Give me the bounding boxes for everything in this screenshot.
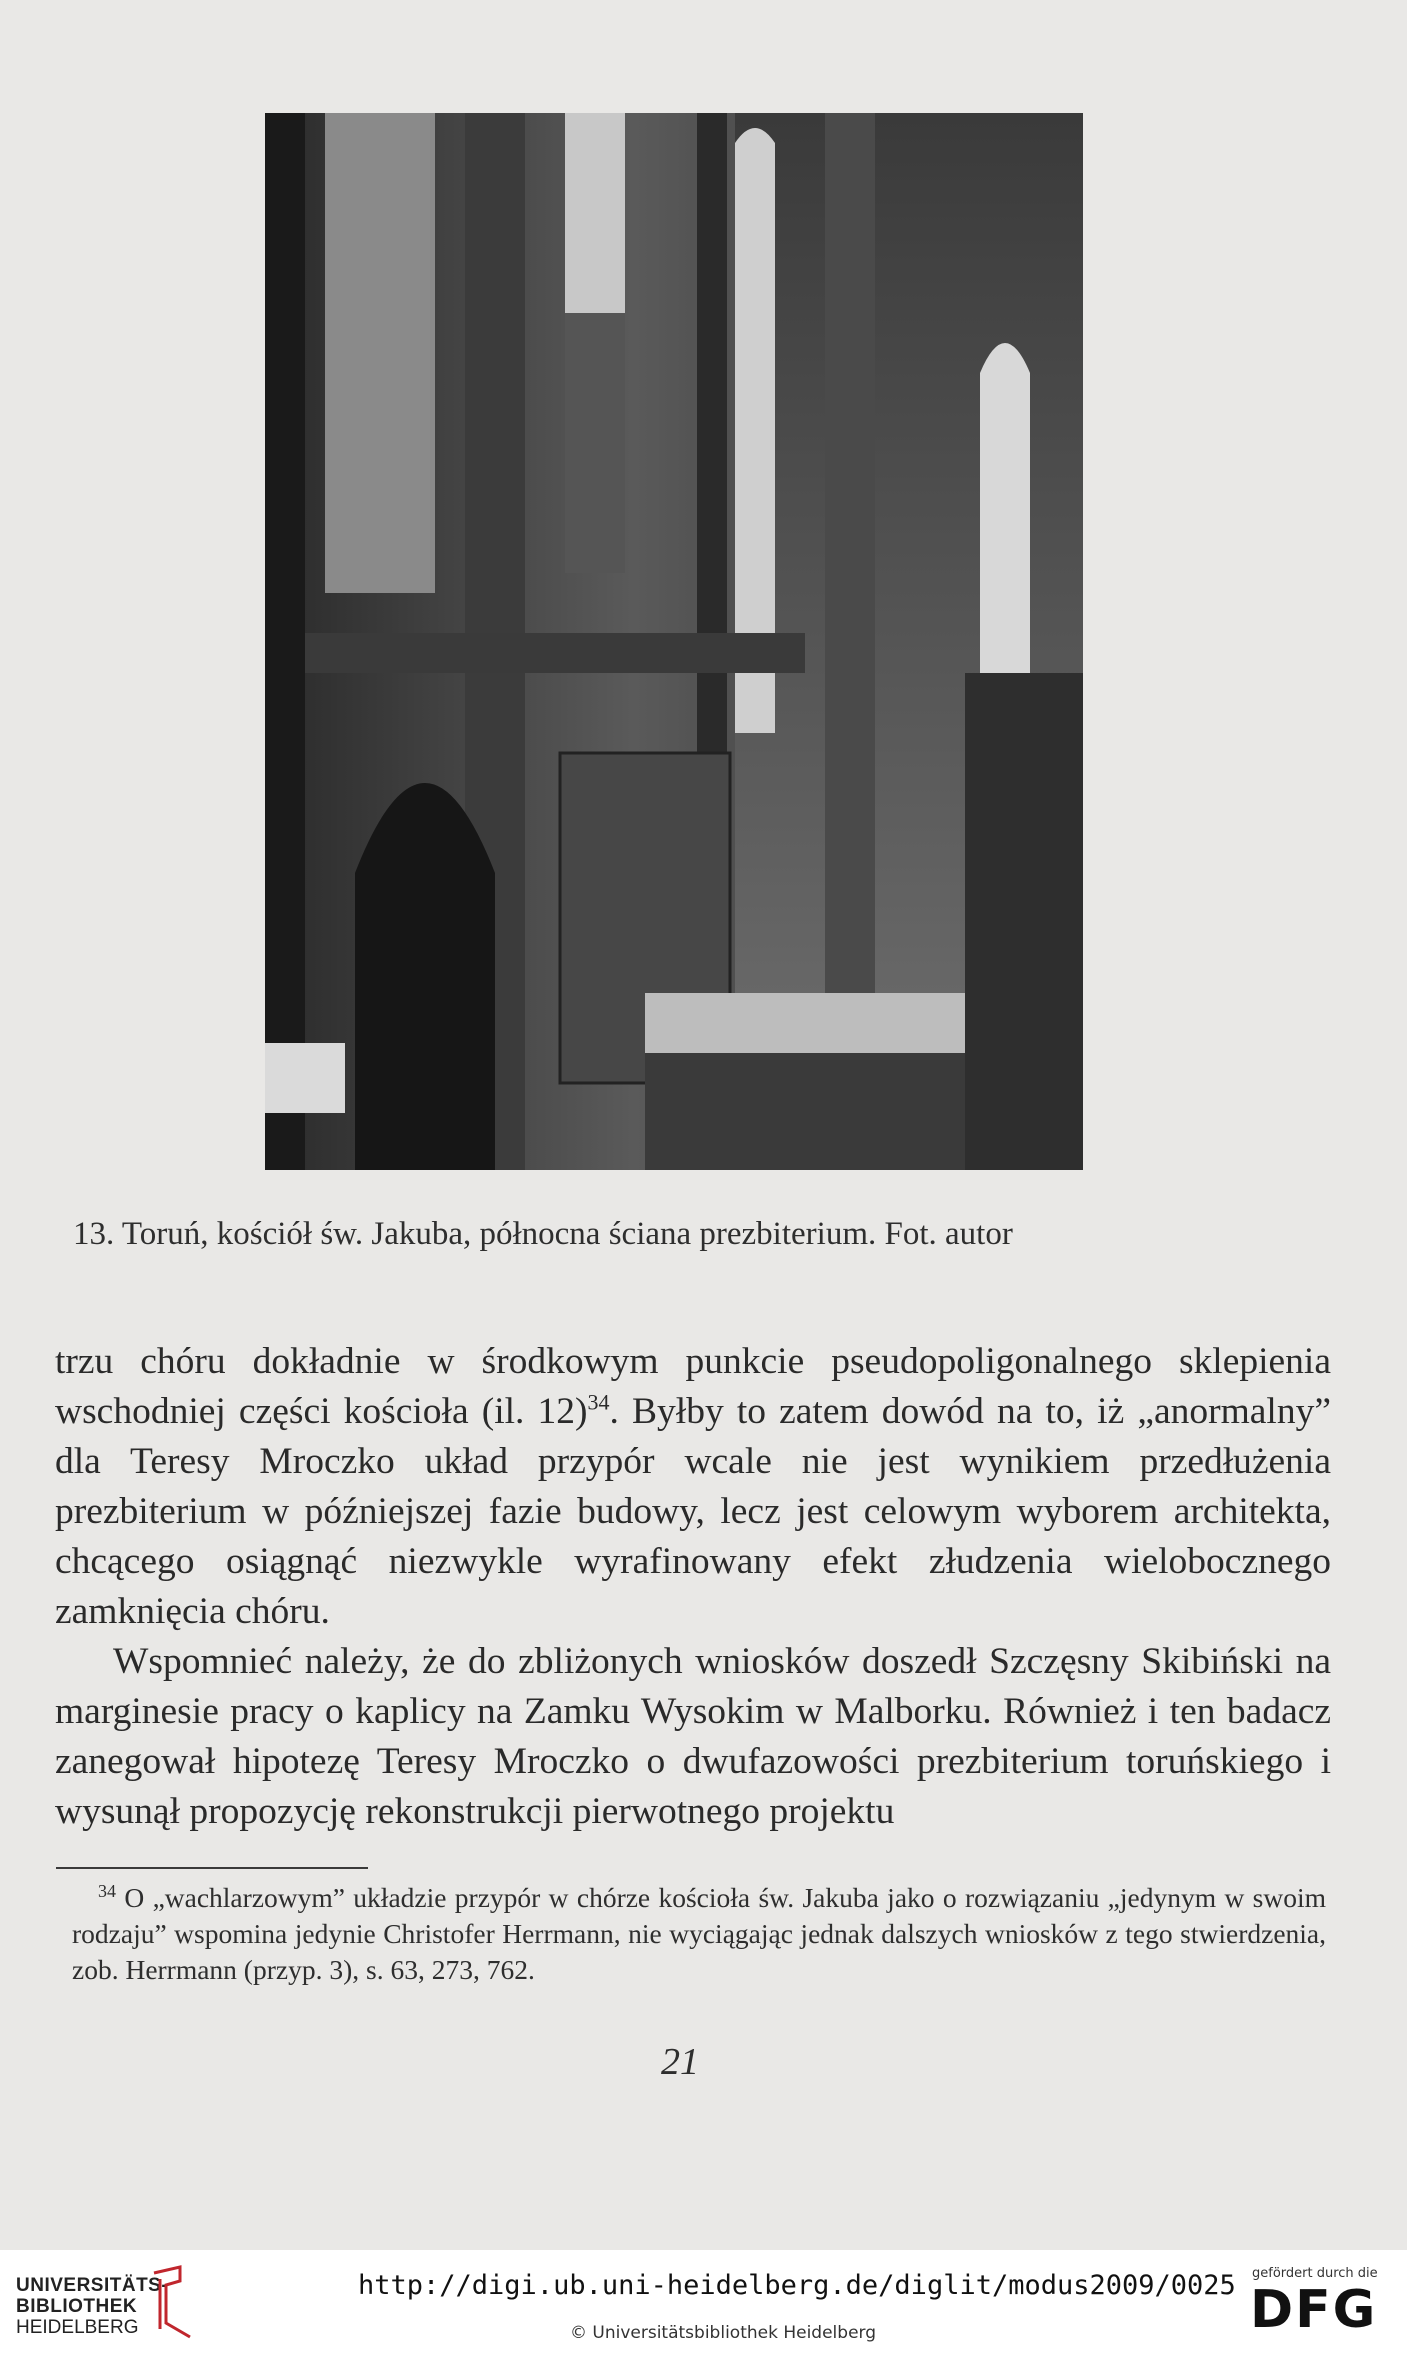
- source-url-link[interactable]: http://digi.ub.uni-heidelberg.de/diglit/modus2009/0025: [358, 2270, 1236, 2301]
- paragraph-1: trzu chóru dokładnie w środkowym punkcie pseudopoligonalnego sklepienia wschodniej części kościoła (il. 12)$^{34}$. Byłby to zatem dowód na to, iż „anormalny” dla Teresy Mroczko układ przypór wcale nie jest wynikiem przedłużenia prezbiterium w późniejszej fazie budowy, lecz jest celowym wyborem architekta, chcącego osiągnąć niezwykle wyrafinowany efekt złudzenia wielobocznego zamknięcia chóru.: [55, 1341, 1331, 1632]
- copyright-notice: © Universitätsbibliothek Heidelberg: [570, 2323, 877, 2343]
- library-mark-icon: [150, 2265, 194, 2339]
- footnote-text: O „wachlarzowym” układzie przypór w chórze kościoła św. Jakuba jako o rozwiązaniu „jedynym w swoim rodzaju” wspomina jedynie Christofer Herrmann, nie wyciągając jednak dalszych wniosków z tego stwierdzenia, zob. Herrmann (przyp. 3), s. 63, 273, 762.: [72, 1882, 1327, 1985]
- page-number: 21: [661, 2041, 699, 2083]
- figure-caption: 13. Toruń, kościół św. Jakuba, północna ściana prezbiterium. Fot. autor: [73, 1216, 1013, 1252]
- footnote-number: 34: [98, 1880, 116, 1901]
- footnote: [72, 1880, 1326, 1988]
- dfg-logo[interactable]: DFG: [1250, 2280, 1378, 2340]
- body-text: [55, 1337, 1331, 1837]
- footnote-divider: [56, 1867, 368, 1869]
- funded-by-label: gefördert durch die: [1252, 2266, 1378, 2281]
- footnote-ref[interactable]: 34: [587, 1389, 610, 1415]
- church-interior-photo: [265, 113, 1083, 1170]
- photo-illustration: [265, 113, 1083, 1170]
- paragraph-2: Wspomnieć należy, że do zbliżonych wniosków doszedł Szczęsny Skibiński na marginesie pracy o kaplicy na Zamku Wysokim w Malborku. Również i ten badacz zanegował hipotezę Teresy Mroczko o dwufazowości prezbiterium toruńskiego i wysunął propozycję rekonstrukcji pierwotnego projektu: [55, 1641, 1331, 1832]
- library-logo[interactable]: UNIVERSITÄTS- BIBLIOTHEK HEIDELBERG: [16, 2275, 169, 2338]
